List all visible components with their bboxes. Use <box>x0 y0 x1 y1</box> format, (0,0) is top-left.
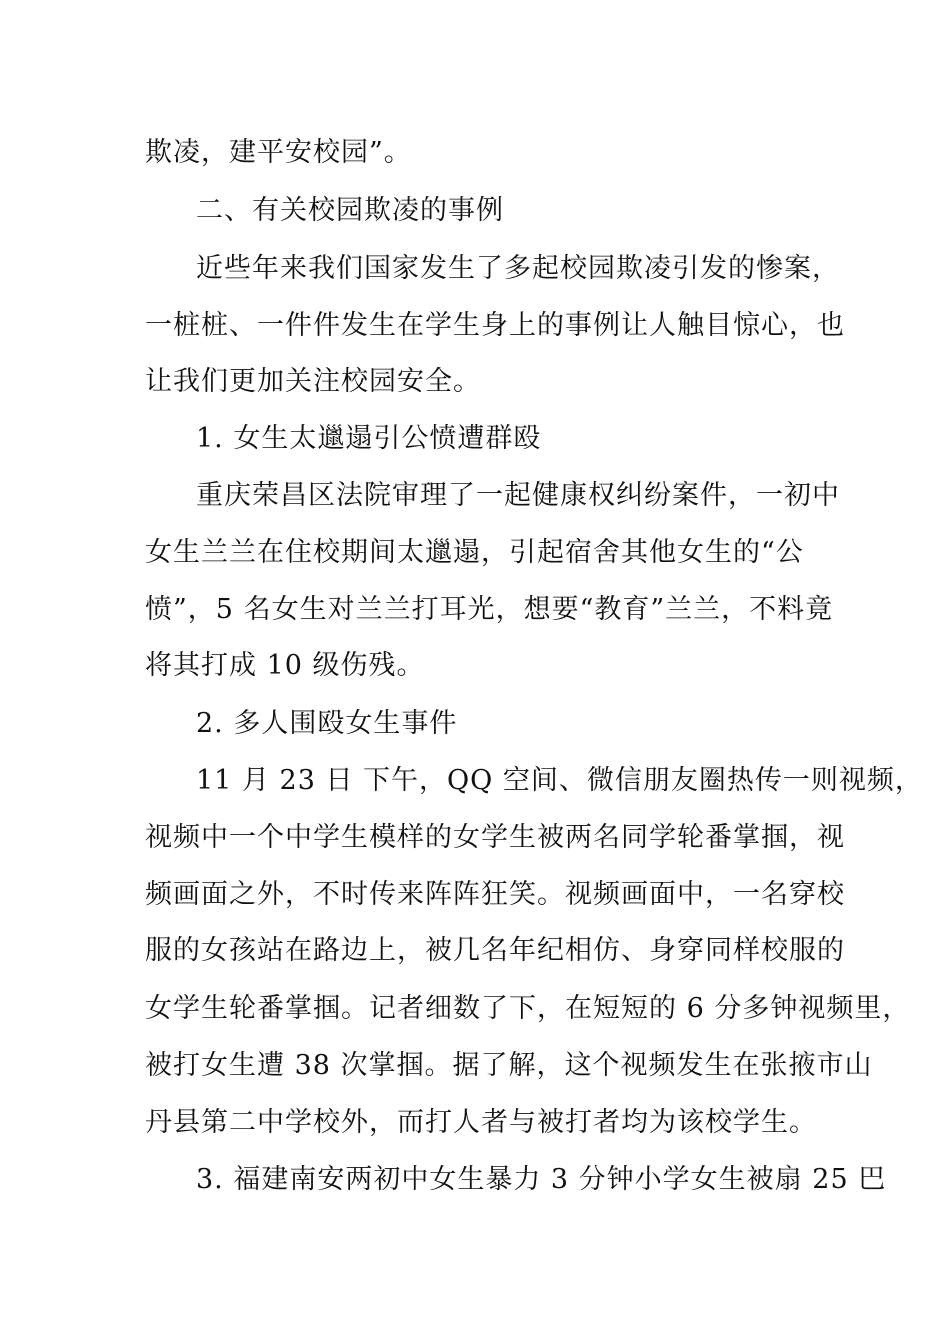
paragraph-line: 丹县第二中学校外，而打人者与被打者均为该校学生。 <box>145 1107 817 1138</box>
subheading: 3. 福建南安两初中女生暴力 3 分钟小学女生被扇 25 巴 <box>196 1164 887 1195</box>
paragraph-line: 频画面之外，不时传来阵阵狂笑。视频画面中，一名穿校 <box>145 879 845 910</box>
paragraph-line: 11 月 23 日 下午，QQ 空间、微信朋友圈热传一则视频， <box>196 765 923 796</box>
paragraph-line: 被打女生遭 38 次掌掴。据了解，这个视频发生在张掖市山 <box>145 1050 873 1081</box>
paragraph-line: 让我们更加关注校园安全。 <box>145 366 481 397</box>
paragraph-line: 愤”，5 名女生对兰兰打耳光，想要“教育”兰兰，不料竟 <box>145 594 834 625</box>
section-heading: 二、有关校园欺凌的事例 <box>196 195 504 226</box>
paragraph-line: 女学生轮番掌掴。记者细数了下，在短短的 6 分多钟视频里， <box>145 993 911 1024</box>
paragraph-line: 一桩桩、一件件发生在学生身上的事例让人触目惊心，也 <box>145 310 845 341</box>
paragraph-line: 将其打成 10 级伤残。 <box>145 650 425 681</box>
paragraph-line: 重庆荣昌区法院审理了一起健康权纠纷案件，一初中 <box>196 480 840 511</box>
paragraph-line: 女生兰兰在住校期间太邋遢，引起宿舍其他女生的“公 <box>145 537 804 568</box>
subheading: 2. 多人围殴女生事件 <box>196 708 458 739</box>
text-line: 欺凌，建平安校园”。 <box>145 137 412 168</box>
paragraph-line: 视频中一个中学生模样的女学生被两名同学轮番掌掴，视 <box>145 822 845 853</box>
paragraph-line: 服的女孩站在路边上，被几名年纪相仿、身穿同样校服的 <box>145 935 845 966</box>
subheading: 1. 女生太邋遢引公愤遭群殴 <box>196 423 542 454</box>
paragraph-line: 近些年来我们国家发生了多起校园欺凌引发的惨案， <box>196 253 840 284</box>
